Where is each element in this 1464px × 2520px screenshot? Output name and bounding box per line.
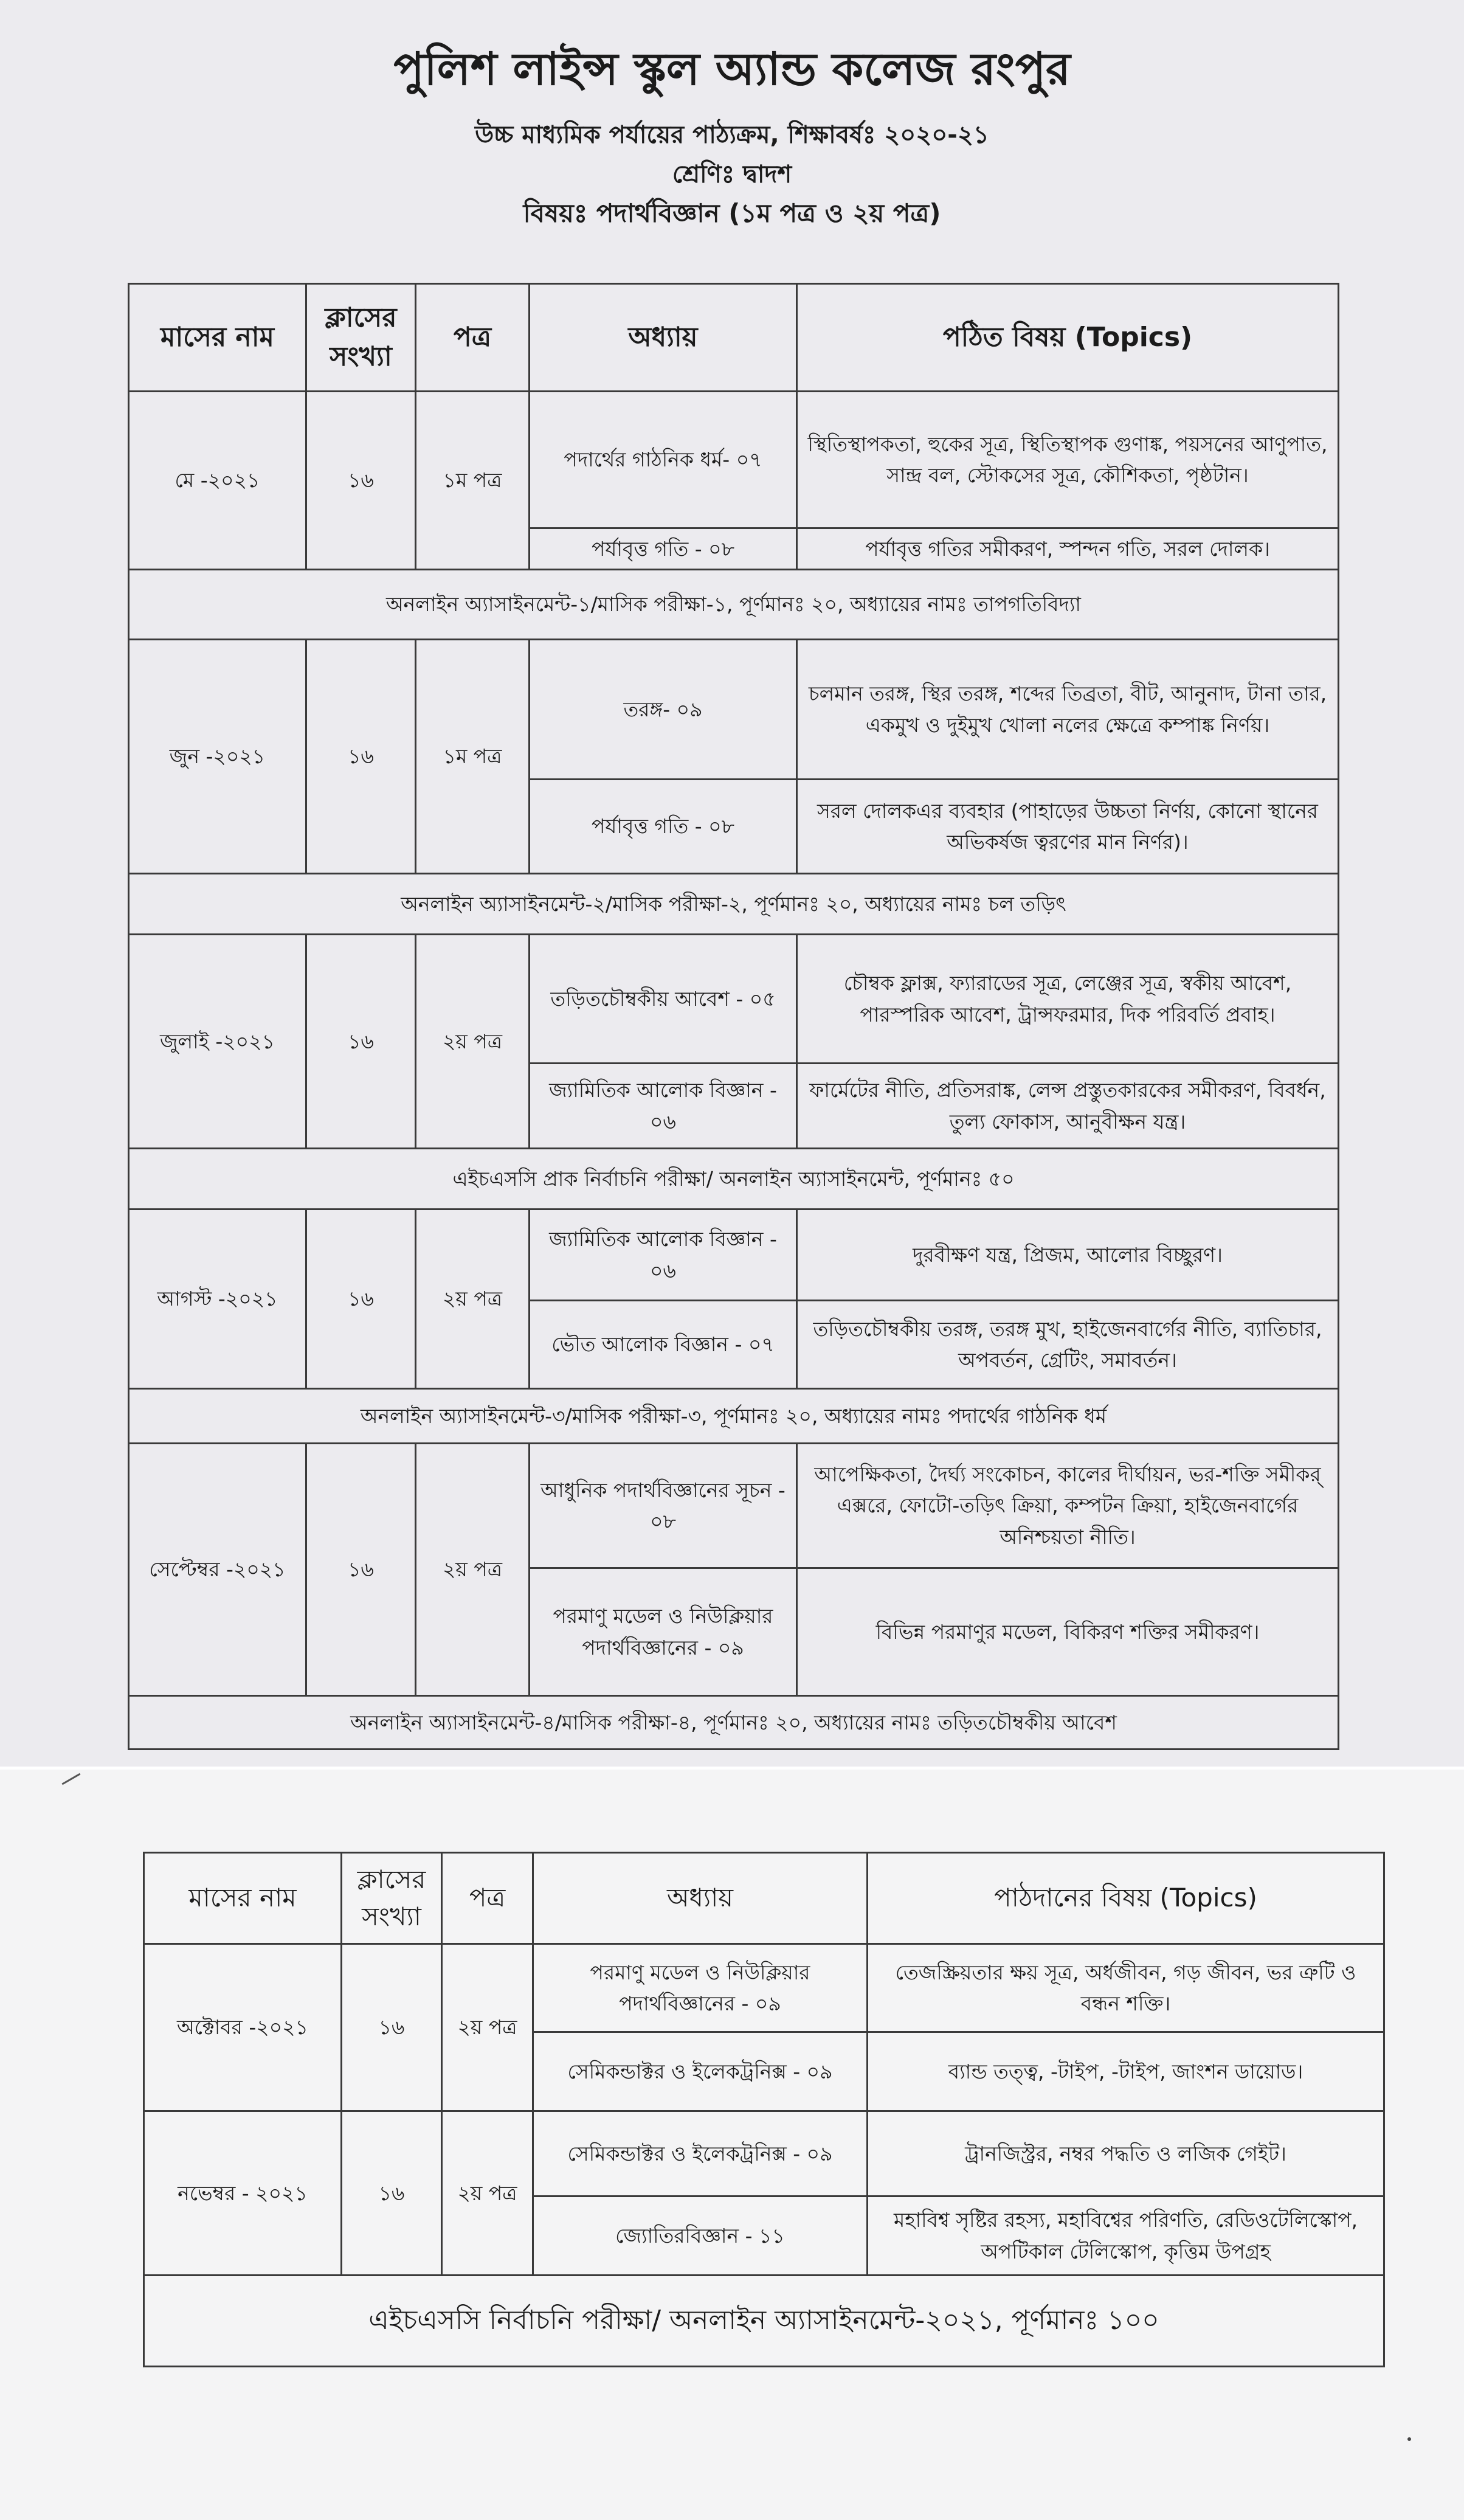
table-header-row bbox=[129, 284, 1339, 392]
assessment-banner: অনলাইন অ্যাসাইনমেন্ট-৩/মাসিক পরীক্ষা-৩, পূর্ণমানঃ ২০, অধ্যায়ের নামঃ পদার্থের গাঠনিক ধর্ম bbox=[129, 1389, 1339, 1444]
month-cell: মে -২০২১ bbox=[129, 392, 306, 570]
classes-cell: ১৬ bbox=[342, 1944, 442, 2111]
classes-cell: ১৬ bbox=[306, 392, 416, 570]
institution-title: পুলিশ লাইন্স স্কুল অ্যান্ড কলেজ রংপুর bbox=[393, 43, 1071, 95]
syllabus-table-2 bbox=[143, 1852, 1385, 2367]
column-header-chapter: অধ্যায় bbox=[530, 284, 797, 392]
classes-cell: ১৬ bbox=[342, 2111, 442, 2276]
topics-cell: দুরবীক্ষণ যন্ত্র, প্রিজম, আলোর বিচ্ছুরণ। bbox=[797, 1210, 1339, 1301]
chapter-cell: পর্যাবৃত্ত গতি - ০৮ bbox=[530, 780, 797, 874]
table-header-row bbox=[144, 1853, 1384, 1944]
column-header-paper: পত্র bbox=[416, 284, 530, 392]
column-header-topics: পাঠদানের বিষয় (Topics) bbox=[868, 1853, 1384, 1944]
assessment-banner: অনলাইন অ্যাসাইনমেন্ট-২/মাসিক পরীক্ষা-২, পূর্ণমানঃ ২০, অধ্যায়ের নামঃ চল তড়িৎ bbox=[129, 874, 1339, 935]
topics-cell: তেজস্ক্রিয়তার ক্ষয় সূত্র, অর্ধজীবন, গড় জীবন, ভর ত্রুটি ও বন্ধন শক্তি। bbox=[868, 1944, 1384, 2032]
topics-cell: ব্যান্ড তত্ত্ব, -টাইপ, -টাইপ, জাংশন ডায়োড। bbox=[868, 2032, 1384, 2111]
scan-speck bbox=[1407, 2437, 1411, 2441]
chapter-cell: ভৌত আলোক বিজ্ঞান - ০৭ bbox=[530, 1301, 797, 1389]
assessment-banner: অনলাইন অ্যাসাইনমেন্ট-১/মাসিক পরীক্ষা-১, পূর্ণমানঃ ২০, অধ্যায়ের নামঃ তাপগতিবিদ্যা bbox=[129, 570, 1339, 640]
paper-cell: ২য় পত্র bbox=[416, 1444, 530, 1696]
fold-mark bbox=[62, 1773, 81, 1785]
table-row bbox=[129, 1444, 1339, 1568]
table-row bbox=[129, 1210, 1339, 1301]
assessment-row bbox=[129, 1389, 1339, 1444]
column-header-classes: ক্লাসের সংখ্যা bbox=[306, 284, 416, 392]
month-cell: জুলাই -২০২১ bbox=[129, 935, 306, 1149]
chapter-cell: জ্যামিতিক আলোক বিজ্ঞান - ০৬ bbox=[530, 1064, 797, 1149]
final-exam-banner: এইচএসসি নির্বাচনি পরীক্ষা/ অনলাইন অ্যাসাইনমেন্ট-২০২১, পূর্ণমানঃ ১০০ bbox=[144, 2276, 1384, 2367]
topics-cell: সরল দোলকএর ব্যবহার (পাহাড়ের উচ্চতা নির্ণয়, কোনো স্থানের অভিকর্ষজ ত্বরণের মান নির্ণর)। bbox=[797, 780, 1339, 874]
topics-cell: বিভিন্ন পরমাণুর মডেল, বিকিরণ শক্তির সমীকরণ। bbox=[797, 1568, 1339, 1696]
column-header-chapter: অধ্যায় bbox=[533, 1853, 868, 1944]
month-cell: নভেম্বর - ২০২১ bbox=[144, 2111, 342, 2276]
topics-cell: ট্রানজিস্ট্রর, নম্বর পদ্ধতি ও লজিক গেইট। bbox=[868, 2111, 1384, 2196]
month-cell: সেপ্টেম্বর -২০২১ bbox=[129, 1444, 306, 1696]
column-header-classes: ক্লাসের সংখ্যা bbox=[342, 1853, 442, 1944]
chapter-cell: জ্যামিতিক আলোক বিজ্ঞান - ০৬ bbox=[530, 1210, 797, 1301]
chapter-cell: জ্যোতিরবিজ্ঞান - ১১ bbox=[533, 2196, 868, 2276]
paper-cell: ১ম পত্র bbox=[416, 640, 530, 874]
column-header-paper: পত্র bbox=[442, 1853, 533, 1944]
table-row bbox=[144, 2111, 1384, 2196]
topics-cell: চলমান তরঙ্গ, স্থির তরঙ্গ, শব্দের তিব্রতা, বীট, আনুনাদ, টানা তার, একমুখ ও দুইমুখ খোলা নলের ক্ষেত্রে কম্পাঙ্ক নির্ণয়। bbox=[797, 640, 1339, 780]
table-row bbox=[129, 935, 1339, 1064]
chapter-cell: পর্যাবৃত্ত গতি - ০৮ bbox=[530, 528, 797, 570]
classes-cell: ১৬ bbox=[306, 1444, 416, 1696]
paper-cell: ১ম পত্র bbox=[416, 392, 530, 570]
chapter-cell: পরমাণু মডেল ও নিউক্লিয়ার পদার্থবিজ্ঞানের - ০৯ bbox=[530, 1568, 797, 1696]
table-row bbox=[129, 392, 1339, 528]
chapter-cell: সেমিকন্ডাক্টর ও ইলেকট্রনিক্স - ০৯ bbox=[533, 2032, 868, 2111]
paper-cell: ২য় পত্র bbox=[442, 2111, 533, 2276]
classes-cell: ১৬ bbox=[306, 640, 416, 874]
class-label: শ্রেণিঃ দ্বাদশ bbox=[672, 161, 792, 189]
assessment-row bbox=[129, 874, 1339, 935]
topics-cell: ফার্মেটের নীতি, প্রতিসরাঙ্ক, লেন্স প্রস্তুতকারকের সমীকরণ, বিবর্ধন, তুল্য ফোকাস, আনুবীক্ষন যন্ত্র। bbox=[797, 1064, 1339, 1149]
subject-label: বিষয়ঃ পদার্থবিজ্ঞান (১ম পত্র ও ২য় পত্র) bbox=[523, 198, 941, 228]
topics-cell: আপেক্ষিকতা, দৈর্ঘ্য সংকোচন, কালের দীর্ঘায়ন, ভর-শক্তি সমীকর্ এক্সরে, ফোটো-তড়িৎ ক্রিয়া, কম্পটন ক্রিয়া, হাইজেনবার্গের অনিশ্চয়তা নীতি। bbox=[797, 1444, 1339, 1568]
topics-cell: চৌম্বক ফ্লাক্স, ফ্যারাডের সূত্র, লেঞ্জের সূত্র, স্বকীয় আবেশ, পারস্পরিক আবেশ, ট্রান্সফরমার, দিক পরিবর্তি প্রবাহ। bbox=[797, 935, 1339, 1064]
chapter-cell: পরমাণু মডেল ও নিউক্লিয়ার পদার্থবিজ্ঞানের - ০৯ bbox=[533, 1944, 868, 2032]
paper-cell: ২য় পত্র bbox=[442, 1944, 533, 2111]
chapter-cell: তরঙ্গ- ০৯ bbox=[530, 640, 797, 780]
month-cell: জুন -২০২১ bbox=[129, 640, 306, 874]
curriculum-subtitle: উচ্চ মাধ্যমিক পর্যায়ের পাঠ্যক্রম, শিক্ষাবর্ষঃ ২০২০-২১ bbox=[475, 121, 989, 149]
table-row bbox=[129, 640, 1339, 780]
assessment-row bbox=[129, 570, 1339, 640]
month-cell: অক্টোবর -২০২১ bbox=[144, 1944, 342, 2111]
topics-cell: তড়িতচৌম্বকীয় তরঙ্গ, তরঙ্গ মুখ, হাইজেনবার্গের নীতি, ব্যাতিচার, অপবর্তন, গ্রেটিং, সমাবর্তন। bbox=[797, 1301, 1339, 1389]
classes-cell: ১৬ bbox=[306, 935, 416, 1149]
syllabus-table-1 bbox=[128, 283, 1339, 1750]
chapter-cell: আধুনিক পদার্থবিজ্ঞানের সূচন - ০৮ bbox=[530, 1444, 797, 1568]
topics-cell: পর্যাবৃত্ত গতির সমীকরণ, স্পন্দন গতি, সরল দোলক। bbox=[797, 528, 1339, 570]
table-row bbox=[144, 1944, 1384, 2032]
column-header-month: মাসের নাম bbox=[144, 1853, 342, 1944]
assessment-banner: এইচএসসি প্রাক নির্বাচনি পরীক্ষা/ অনলাইন অ্যাসাইনমেন্ট, পূর্ণমানঃ ৫০ bbox=[129, 1149, 1339, 1210]
classes-cell: ১৬ bbox=[306, 1210, 416, 1389]
month-cell: আগস্ট -২০২১ bbox=[129, 1210, 306, 1389]
topics-cell: স্থিতিস্থাপকতা, হুকের সূত্র, স্থিতিস্থাপক গুণাঙ্ক, পয়সনের আণুপাত, সান্দ্র বল, স্টোকসের সূত্র, কৌশিকতা, পৃষ্ঠটান। bbox=[797, 392, 1339, 528]
column-header-topics: পঠিত বিষয় (Topics) bbox=[797, 284, 1339, 392]
assessment-banner: অনলাইন অ্যাসাইনমেন্ট-৪/মাসিক পরীক্ষা-৪, পূর্ণমানঃ ২০, অধ্যায়ের নামঃ তড়িতচৌম্বকীয় আবেশ bbox=[129, 1696, 1339, 1750]
paper-cell: ২য় পত্র bbox=[416, 935, 530, 1149]
topics-cell: মহাবিশ্ব সৃষ্টির রহস্য, মহাবিশ্বের পরিণতি, রেডিওটেলিস্কোপ, অপটিকাল টেলিস্কোপ, কৃত্তিম উপগ্রহ bbox=[868, 2196, 1384, 2276]
chapter-cell: পদার্থের গাঠনিক ধর্ম- ০৭ bbox=[530, 392, 797, 528]
assessment-row bbox=[129, 1149, 1339, 1210]
chapter-cell: সেমিকন্ডাক্টর ও ইলেকট্রনিক্স - ০৯ bbox=[533, 2111, 868, 2196]
assessment-row bbox=[129, 1696, 1339, 1750]
final-exam-row bbox=[144, 2276, 1384, 2367]
chapter-cell: তড়িতচৌম্বকীয় আবেশ - ০৫ bbox=[530, 935, 797, 1064]
column-header-month: মাসের নাম bbox=[129, 284, 306, 392]
paper-cell: ২য় পত্র bbox=[416, 1210, 530, 1389]
